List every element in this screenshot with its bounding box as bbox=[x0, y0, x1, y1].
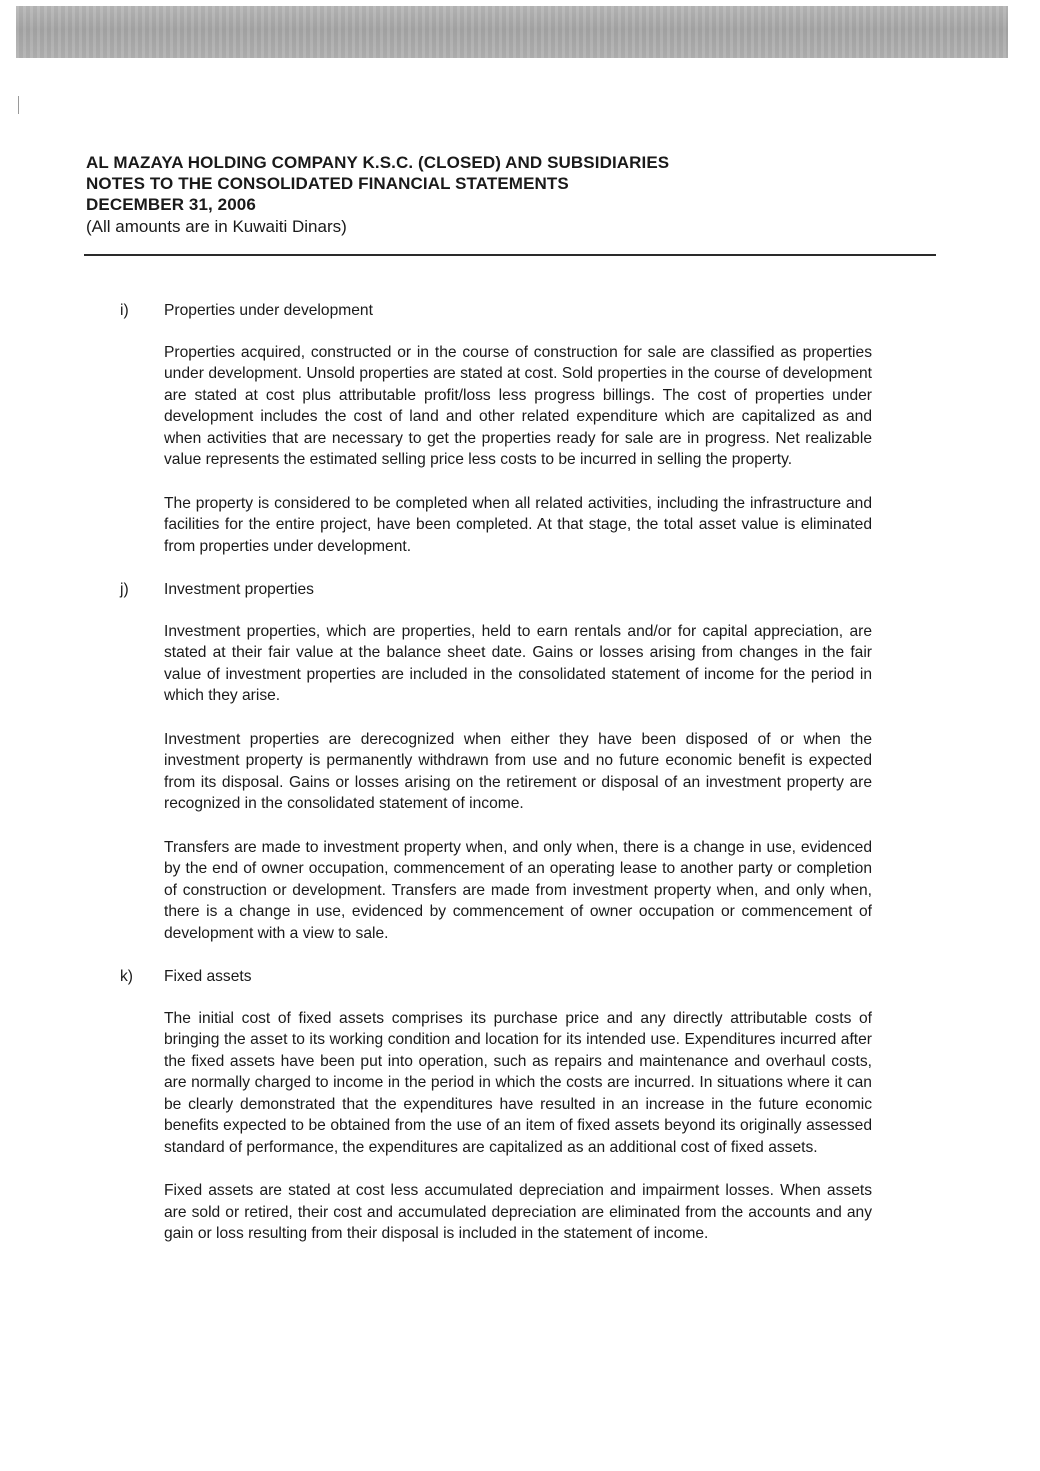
paragraph: Properties acquired, constructed or in the course of construction for sale are classified as properties under development. Unsold properties are stated at cost. Sold properties in the course of development are stated at cost plus attributable profit/loss less progress billings. The cost of properties under development includes the cost of land and other related expenditure which are capitalized as and when activities that are necessary to get the properties ready for sale are in progress. Net realizable value represents the estimated selling price less costs to be incurred in selling the property. bbox=[164, 343, 872, 468]
notes-body bbox=[120, 300, 872, 1267]
section-title: Properties under development bbox=[164, 302, 373, 319]
paragraph: The initial cost of fixed assets comprises its purchase price and any directly attributable costs of bringing the asset to its working condition and location for its intended use. Expenditures incurred after the fixed assets have been put into operation, such as repairs and maintenance and overhaul costs, are normally charged to income in the period in which the costs are incurred. In situations where it can be clearly demonstrated that the expenditures have resulted in an increase in the future economic benefits expected to be obtained from the use of an item of fixed assets beyond its originally assessed standard of performance, the expenditures are capitalized as an additional cost of fixed assets. bbox=[164, 1009, 872, 1156]
section-letter: j) bbox=[120, 581, 129, 598]
section-heading bbox=[120, 579, 872, 601]
currency-note: (All amounts are in Kuwaiti Dinars) bbox=[86, 217, 347, 236]
section-letter: i) bbox=[120, 302, 129, 319]
section-fixed-assets bbox=[120, 966, 872, 1245]
header-rule bbox=[84, 254, 936, 256]
section-investment-properties bbox=[120, 579, 872, 944]
paragraph: Investment properties are derecognized when either they have been disposed of or when the investment property is permanently withdrawn from use and no future economic benefit is expected from its disposal. Gains or losses arising on the retirement or disposal of an investment property are recognized in the consolidated statement of income. bbox=[164, 730, 872, 812]
company-name: AL MAZAYA HOLDING COMPANY K.S.C. (CLOSED) AND SUBSIDIARIES bbox=[86, 153, 670, 172]
paragraph: Investment properties, which are properties, held to earn rentals and/or for capital appreciation, are stated at their fair value at the balance sheet date. Gains or losses arising from changes in the fair value of investment properties are included in the consolidated statement of income for the period in which they arise. bbox=[164, 622, 872, 704]
paragraph: The property is considered to be completed when all related activities, including the infrastructure and facilities for the entire project, have been completed. At that stage, the total asset value is eliminated from properties under development. bbox=[164, 494, 872, 555]
paragraph: Transfers are made to investment property when, and only when, there is a change in use, evidenced by the end of owner occupation, commencement of an operating lease to another party or completion of construction or development. Transfers are made from investment property when, and only when, there is a change in use, evidenced by commencement of owner occupation or commencement of development with a view to sale. bbox=[164, 838, 872, 942]
scan-header-bar bbox=[16, 6, 1008, 58]
section-heading bbox=[120, 966, 872, 988]
statement-title: NOTES TO THE CONSOLIDATED FINANCIAL STATEMENTS bbox=[86, 174, 569, 193]
section-title: Fixed assets bbox=[164, 968, 252, 985]
statement-date: DECEMBER 31, 2006 bbox=[86, 195, 256, 214]
document-header bbox=[86, 152, 936, 239]
section-heading bbox=[120, 300, 872, 322]
section-title: Investment properties bbox=[164, 581, 314, 598]
section-letter: k) bbox=[120, 968, 133, 985]
paragraph: Fixed assets are stated at cost less accumulated depreciation and impairment losses. When assets are sold or retired, their cost and accumulated depreciation are eliminated from the accounts and any gain or loss resulting from their disposal is included in the statement of income. bbox=[164, 1182, 872, 1242]
section-properties-under-development bbox=[120, 300, 872, 557]
scan-margin-mark bbox=[18, 96, 19, 114]
